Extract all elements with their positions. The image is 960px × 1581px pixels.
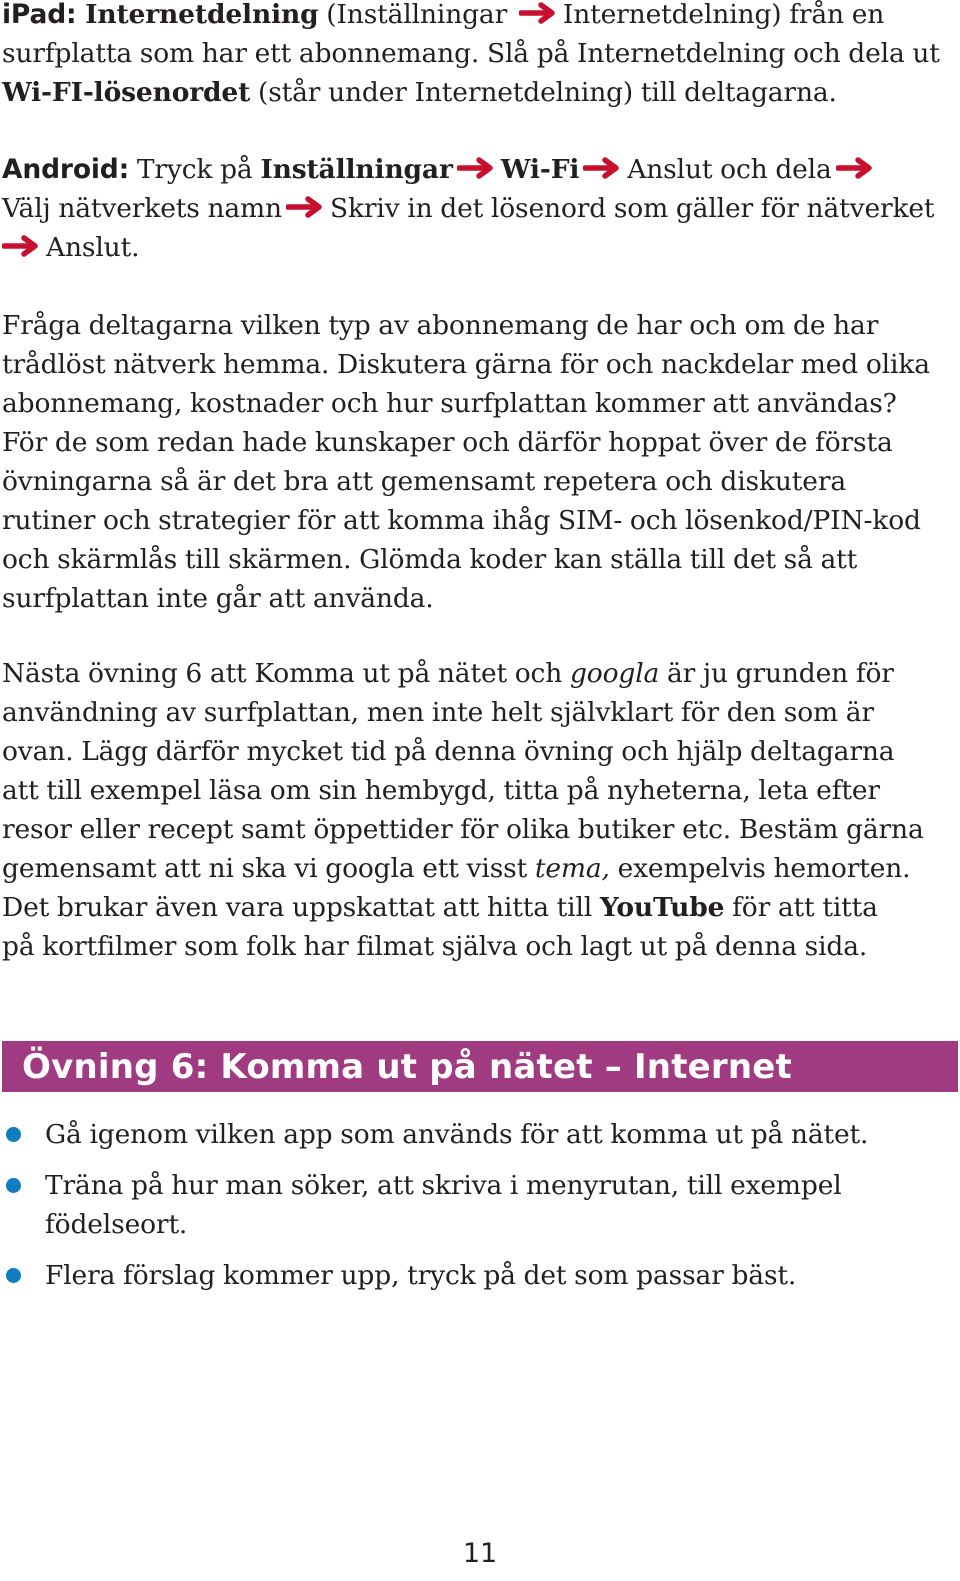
bullet-text: Flera förslag kommer upp, tryck på det som passar bäst. bbox=[45, 1260, 797, 1291]
right-arrow-icon bbox=[583, 157, 623, 179]
discussion-line: Fråga deltagarna vilken typ av abonnemang de har och om de har bbox=[2, 310, 879, 341]
discussion-line: rutiner och strategier för att komma ihåg SIM- och lösenkod/PIN-kod bbox=[2, 505, 921, 536]
right-arrow-icon bbox=[836, 157, 876, 179]
next-exercise-line: resor eller recept samt öppettider för olika butiker etc. Bestäm gärna bbox=[2, 814, 924, 845]
exercise-title: Övning 6: Komma ut på nätet – Internet bbox=[22, 1047, 792, 1087]
android-choose-network: Välj nätverkets namn bbox=[2, 193, 282, 224]
next-exercise-line: ovan. Lägg därför mycket tid på denna övning och hjälp deltagarna bbox=[2, 736, 895, 767]
right-arrow-icon bbox=[519, 2, 559, 24]
discussion-line: och skärmlås till skärmen. Glömda koder kan ställa till det så att bbox=[2, 544, 858, 575]
android-line-2 bbox=[2, 189, 952, 228]
next-exercise-line: att till exempel läsa om sin hembygd, titta på nyheterna, leta efter bbox=[2, 775, 880, 806]
wifi-password-term: Wi-FI-lösenordet bbox=[2, 77, 251, 108]
googla-term: googla bbox=[569, 658, 660, 689]
android-line-3 bbox=[2, 228, 952, 267]
android-settings-term: Inställningar bbox=[260, 154, 453, 185]
android-instructions bbox=[2, 150, 952, 267]
discussion-line: surfplattan inte går att använda. bbox=[2, 583, 434, 614]
bullet-dot-icon bbox=[6, 1268, 21, 1283]
android-wifi-term: Wi-Fi bbox=[500, 154, 580, 185]
ipad-line-3 bbox=[2, 73, 952, 112]
right-arrow-icon bbox=[2, 235, 42, 257]
list-item bbox=[0, 1166, 885, 1244]
list-item bbox=[0, 1115, 960, 1154]
android-enter-password: Skriv in det lösenord som gäller för nätverket bbox=[329, 193, 935, 224]
next-exercise-text: exempelvis hemorten. bbox=[609, 853, 911, 884]
right-arrow-icon bbox=[286, 196, 326, 218]
android-label: Android: bbox=[2, 154, 130, 185]
ipad-line-1-end: Internetdelning) från en bbox=[562, 0, 885, 30]
discussion-line: övningarna så är det bra att gemensamt repetera och diskutera bbox=[2, 466, 847, 497]
next-exercise-text: Nästa övning 6 att Komma ut på nätet och bbox=[2, 658, 570, 689]
next-exercise-line: användning av surfplattan, men inte helt självklart för den som är bbox=[2, 697, 874, 728]
next-exercise-text: Det brukar även vara uppskattat att hitta till bbox=[2, 892, 600, 923]
discussion-line: abonnemang, kostnader och hur surfplattan kommer att användas? bbox=[2, 388, 897, 419]
bullet-dot-icon bbox=[6, 1178, 21, 1193]
ipad-label: iPad: bbox=[2, 0, 77, 30]
discussion-line: trådlöst nätverk hemma. Diskutera gärna för och nackdelar med olika bbox=[2, 349, 930, 380]
exercise-banner bbox=[2, 1041, 958, 1092]
bullet-text: Träna på hur man söker, att skriva i menyrutan, till exempel födelseort. bbox=[45, 1170, 842, 1240]
next-exercise-line: på kortfilmer som folk har filmat själva och lagt ut på denna sida. bbox=[2, 931, 868, 962]
ipad-settings-path: (Inställningar bbox=[318, 0, 515, 30]
android-connect: Anslut. bbox=[46, 232, 140, 263]
ipad-line-2: surfplatta som har ett abonnemang. Slå på Internetdelning och dela ut bbox=[2, 38, 940, 69]
discussion-line: För de som redan hade kunskaper och därför hoppat över de första bbox=[2, 427, 893, 458]
tema-term: tema, bbox=[534, 853, 610, 884]
ipad-line-1 bbox=[2, 0, 952, 34]
ipad-instructions bbox=[2, 0, 952, 112]
android-connect-share: Anslut och dela bbox=[627, 154, 832, 185]
bullet-text: Gå igenom vilken app som används för att komma ut på nätet. bbox=[45, 1119, 869, 1150]
bullet-dot-icon bbox=[6, 1127, 21, 1142]
ipad-line-3-end: (står under Internetdelning) till deltagarna. bbox=[250, 77, 837, 108]
android-line-1 bbox=[2, 150, 952, 189]
right-arrow-icon bbox=[457, 157, 497, 179]
next-exercise-text: för att titta bbox=[724, 892, 878, 923]
next-exercise-line bbox=[2, 888, 952, 927]
youtube-term: YouTube bbox=[599, 892, 725, 923]
page-number: 11 bbox=[462, 1538, 498, 1569]
android-tap-on: Tryck på bbox=[129, 154, 261, 185]
next-exercise-line bbox=[2, 654, 952, 693]
discussion-paragraph bbox=[2, 306, 952, 618]
ipad-internetdelning: Internetdelning bbox=[76, 0, 319, 30]
list-item bbox=[0, 1256, 960, 1295]
next-exercise-line bbox=[2, 849, 952, 888]
next-exercise-text: gemensamt att ni ska vi googla ett visst bbox=[2, 853, 535, 884]
next-exercise-text: är ju grunden för bbox=[659, 658, 894, 689]
exercise-bullet-list bbox=[0, 1115, 960, 1307]
next-exercise-paragraph bbox=[2, 654, 952, 966]
